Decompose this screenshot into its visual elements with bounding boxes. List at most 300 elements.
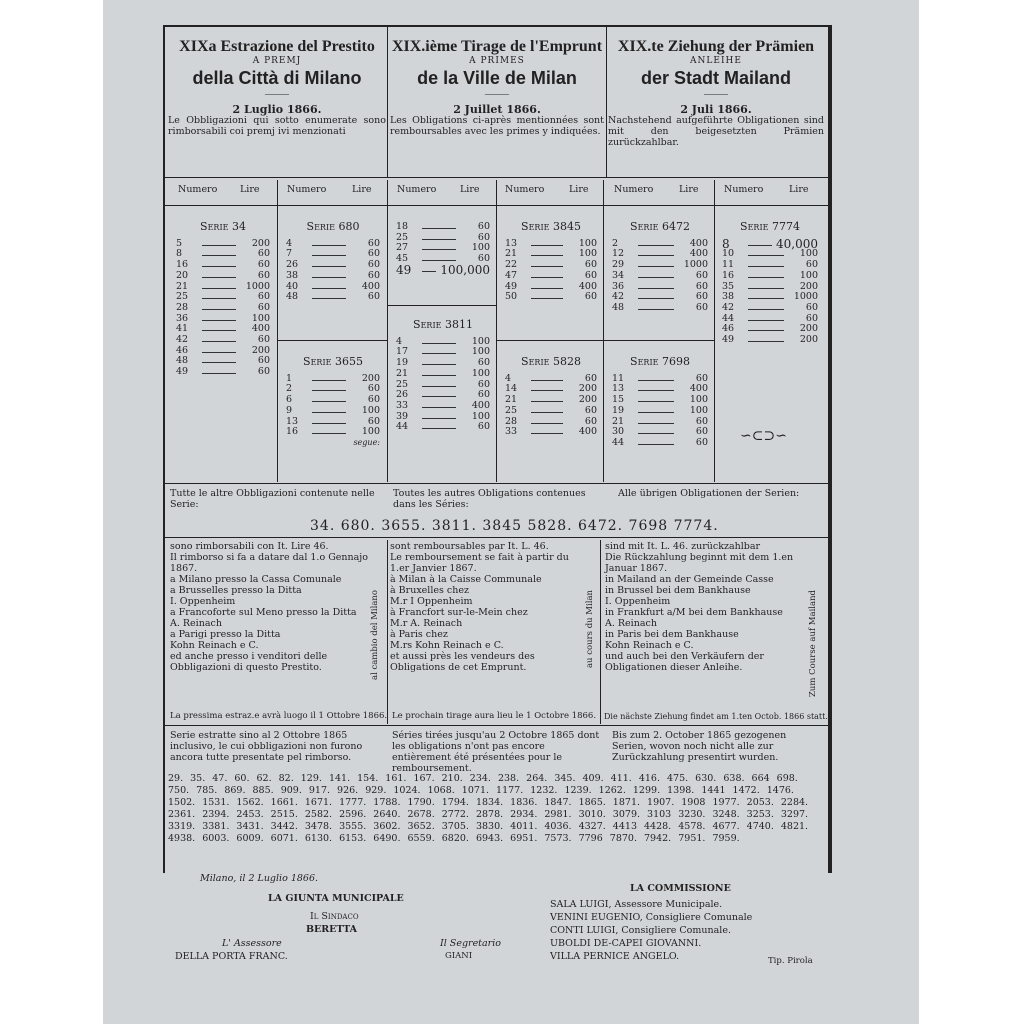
- others-fr: Toutes les autres Obligations contenues dans les Séries:: [393, 488, 586, 510]
- leader-line: [202, 282, 236, 289]
- leader-line: [312, 249, 346, 256]
- obligation-number: 49: [722, 334, 735, 346]
- prize-amount: 60: [257, 334, 270, 346]
- obligation-number: 22: [505, 259, 518, 271]
- leader-line: [422, 222, 456, 229]
- col-head-numero: Numero: [505, 184, 545, 195]
- title-de: XIX.te Ziehung der Prämien: [617, 38, 815, 55]
- leader-line: [422, 380, 456, 387]
- prize-amount: 60: [695, 426, 708, 438]
- obligation-number: 13: [612, 383, 625, 395]
- text-line: a Milano presso la Cassa Comunale: [170, 574, 342, 585]
- obligation-number: 4: [505, 372, 512, 384]
- obligation-number: 16: [722, 269, 735, 281]
- obligation-number: 4: [396, 335, 403, 347]
- series-title: Serie 3811: [413, 318, 473, 331]
- leader-line: [748, 271, 784, 278]
- table-row: [722, 271, 818, 282]
- prize-amount: 100: [471, 367, 490, 379]
- subtitle-it: A PREMJ: [252, 56, 302, 66]
- obligation-number: 27: [396, 242, 409, 254]
- text-line: in Paris bei dem Bankhause: [605, 629, 739, 640]
- text-line: Die Rückzahlung beginnt mit dem 1.en Januar 1867.: [605, 552, 794, 574]
- prize-amount: 200: [361, 372, 380, 384]
- sindaco-title: Il Sindaco: [310, 911, 359, 922]
- prize-amount: 60: [584, 269, 597, 281]
- col-head-numero: Numero: [178, 184, 218, 195]
- col-head-lire: Lire: [352, 184, 372, 195]
- obligation-number: 38: [722, 291, 735, 303]
- table-row: [176, 367, 270, 378]
- text-line: à Milan à la Caisse Communale: [390, 574, 542, 585]
- table-row: [396, 422, 490, 433]
- table-row: [286, 427, 380, 438]
- prize-amount: 60: [367, 415, 380, 427]
- obligation-number: 13: [505, 237, 518, 249]
- prize-amount: 60: [695, 415, 708, 427]
- table-row: [505, 249, 597, 260]
- prize-amount: 60: [584, 404, 597, 416]
- table-row: [612, 260, 708, 271]
- prize-amount: 400: [361, 280, 380, 292]
- table-row: [286, 239, 380, 250]
- table-row: [612, 271, 708, 282]
- reimb-it-body: [170, 552, 375, 673]
- leader-line: [202, 260, 236, 267]
- prize-amount: 60: [695, 291, 708, 303]
- series-title: Serie 3655: [303, 355, 363, 368]
- leader-line: [748, 314, 784, 321]
- sindaco-name: BERETTA: [306, 924, 358, 935]
- obligation-number: 19: [612, 404, 625, 416]
- divider: [278, 340, 387, 341]
- table-row: [722, 335, 818, 346]
- prize-amount: 1000: [683, 259, 708, 271]
- prize-amount: 60: [257, 259, 270, 271]
- city-fr: de la Ville de Milan: [417, 68, 577, 88]
- place-date: Milano, il 2 Luglio 1866.: [200, 873, 319, 884]
- divider: [165, 483, 828, 484]
- leader-line: [312, 395, 346, 402]
- table-row: [176, 239, 270, 250]
- previous-series-numbers: 29. 35. 47. 60. 62. 82. 129. 141. 154. 161. 167. 210. 234. 238. 264. 345. 409. 411. 416. 475. 630. 638. 664 698. 750. 785. 869. 885. 909. 917. 926. 929. 1024. 1068. 1071. 1177. 1232. 1239. 1262. 1299. 1398. 1441 1472. 1476. 1502. 1531. 1562. 1661. 1671. 1777. 1788. 1790. 1794. 1834. 1836. 1847. 1865. 1871. 1907. 1908 1977. 2053. 2284. 2361. 2394. 2453. 2515. 2582. 2596. 2640. 2678. 2772. 2878. 2934. 2981. 3010. 3079. 3103 3230. 3248. 3253. 3297. 3319. 3381. 3431. 3442. 3478. 3555. 3602. 3652. 3705. 3830. 4011. 4036. 4327. 4413 4428. 4578. 4677. 4740. 4821. 4938. 6003. 6009. 6071. 6130. 6153. 6490. 6559. 6820. 6943. 6951. 7573. 7796 7870. 7942. 7951. 7959.: [168, 773, 809, 844]
- obligation-number: 25: [176, 291, 189, 303]
- prize-amount: 400: [471, 399, 490, 411]
- leader-line: [422, 254, 456, 261]
- prize-amount: 200: [799, 334, 818, 346]
- assessore-name: DELLA PORTA FRANC.: [175, 951, 288, 962]
- leader-line: [422, 401, 456, 408]
- leader-line: [312, 406, 346, 413]
- obligation-number: 21: [612, 415, 625, 427]
- table-row: [286, 260, 380, 271]
- table-row: [722, 303, 818, 314]
- ornament-icon: ⸻: [484, 89, 510, 100]
- obligation-number: 48: [286, 291, 299, 303]
- text-line: Il rimborso si fa a datare dal 1.o Gennajo 1867.: [170, 552, 368, 574]
- leader-line: [638, 417, 674, 424]
- prize-amount: 60: [367, 237, 380, 249]
- leader-line: [638, 303, 674, 310]
- prize-amount: 100: [578, 237, 597, 249]
- prize-amount: 1000: [245, 280, 270, 292]
- leader-line: [531, 260, 563, 267]
- intro-de: Nachstehend aufgeführte Obligationen sind mit den beigesetzten Prämien zurückzahlbar.: [608, 115, 824, 148]
- series-title: Serie 6472: [630, 220, 690, 233]
- text-line: A. Reinach: [170, 618, 222, 629]
- city-it: della Città di Milano: [192, 68, 362, 88]
- obligation-number: 7: [286, 248, 293, 260]
- text-line: VILLA PERNICE ANGELO.: [550, 951, 680, 962]
- date-it: 2 Luglio 1866.: [232, 103, 322, 116]
- table-row: [396, 412, 490, 423]
- prize-amount: 100: [251, 312, 270, 324]
- divider: [387, 27, 388, 177]
- series-title: Serie 3845: [521, 220, 581, 233]
- leader-line: [422, 233, 456, 240]
- col-head-lire: Lire: [569, 184, 589, 195]
- obligation-number: 25: [396, 231, 409, 243]
- text-line: Kohn Reinach e C.: [605, 640, 694, 651]
- obligation-number: 46: [176, 344, 189, 356]
- leader-line: [638, 282, 674, 289]
- segretario-name: GIANI: [445, 951, 473, 961]
- obligation-number: 11: [722, 259, 735, 271]
- previous-it: Serie estratte sino al 2 Ottobre 1865 inclusivo, le cui obbligazioni non furono ancora tutte presentate pel rimborso.: [170, 730, 363, 763]
- prize-amount: 100: [361, 404, 380, 416]
- prize-amount: 400: [578, 426, 597, 438]
- prize-amount: 60: [477, 357, 490, 369]
- obligation-number: 28: [176, 301, 189, 313]
- prize-amount: 60: [477, 221, 490, 232]
- leader-line: [748, 324, 784, 331]
- text-line: a Parigi presso la Ditta: [170, 629, 281, 640]
- series-title: Serie 5828: [521, 355, 581, 368]
- obligation-number: 4: [286, 237, 293, 249]
- obligation-number: 9: [286, 404, 293, 416]
- divider: [387, 180, 388, 482]
- leader-line: [638, 395, 674, 402]
- obligation-number: 26: [396, 389, 409, 401]
- text-line: I. Oppenheim: [605, 596, 671, 607]
- leader-line: [422, 337, 456, 344]
- table-row: [176, 249, 270, 260]
- leader-line: [531, 249, 563, 256]
- obligation-number: 50: [505, 291, 518, 303]
- obligation-number: 2: [612, 237, 619, 249]
- obligation-number: 25: [505, 404, 518, 416]
- obligation-number: 15: [612, 394, 625, 406]
- table-row: [505, 395, 597, 406]
- obligation-number: 10: [722, 248, 735, 260]
- prize-amount: 100: [799, 248, 818, 260]
- prize-amount: 60: [257, 355, 270, 367]
- table-row: [286, 282, 380, 293]
- others-de: Alle übrigen Obligationen der Serien:: [618, 488, 800, 499]
- obligation-number: 26: [286, 259, 299, 271]
- table-row: [612, 427, 708, 438]
- series-3811: [396, 318, 490, 433]
- obligation-number: 29: [612, 259, 625, 271]
- prize-amount: 60: [257, 291, 270, 303]
- series-title: Serie 680: [306, 220, 360, 233]
- obligation-number: 39: [396, 410, 409, 422]
- prize-amount: 60: [477, 421, 490, 433]
- text-line: ed anche presso i venditori delle Obbligazioni di questo Prestito.: [170, 651, 328, 673]
- obligation-number: 49: [505, 280, 518, 292]
- table-row: [176, 346, 270, 357]
- series-title: Serie 7774: [740, 220, 800, 233]
- leader-line: [531, 282, 563, 289]
- series-list: 34. 680. 3655. 3811. 3845 5828. 6472. 7698 7774.: [310, 518, 719, 534]
- text-line: in Frankfurt a/M bei dem Bankhause: [605, 607, 783, 618]
- prize-amount: 60: [695, 372, 708, 384]
- obligation-number: 6: [286, 394, 293, 406]
- obligation-number: 36: [612, 280, 625, 292]
- text-line: à Paris chez: [390, 629, 448, 640]
- obligation-number: 44: [612, 436, 625, 448]
- leader-line: [202, 314, 236, 321]
- leader-line: [312, 427, 346, 434]
- obligation-number: 48: [612, 301, 625, 313]
- table-row: [176, 356, 270, 367]
- obligation-number: 21: [505, 394, 518, 406]
- series-7774: [722, 220, 818, 346]
- prize-amount: 100: [578, 248, 597, 260]
- series-3845: [505, 220, 597, 303]
- leader-line: [531, 417, 563, 424]
- prize-amount: 200: [799, 280, 818, 292]
- divider: [496, 180, 497, 482]
- prize-amount: 200: [578, 383, 597, 395]
- prize-amount: 100: [471, 346, 490, 358]
- obligation-number: 46: [722, 323, 735, 335]
- leader-line: [422, 347, 456, 354]
- col-head-lire: Lire: [460, 184, 480, 195]
- date-fr: 2 Juillet 1866.: [453, 103, 541, 116]
- text-line: I. Oppenheim: [170, 596, 236, 607]
- segretario-title: Il Segretario: [440, 938, 501, 949]
- obligation-number: 8: [176, 248, 183, 260]
- prize-amount: 100: [471, 335, 490, 347]
- obligation-number: 49: [176, 366, 189, 378]
- obligation-number: 5: [176, 237, 183, 249]
- obligation-number: 49: [396, 262, 412, 277]
- series-7698: [612, 355, 708, 449]
- table-row: [176, 282, 270, 293]
- leader-line: [638, 249, 674, 256]
- prize-amount: 400: [689, 248, 708, 260]
- text-line: SALA LUIGI, Assessore Municipale.: [550, 899, 723, 910]
- leader-line: [638, 260, 674, 267]
- series-title: Serie 34: [200, 220, 246, 233]
- prize-amount: 60: [695, 301, 708, 313]
- leader-line: [202, 292, 236, 299]
- prize-amount: 60: [367, 269, 380, 281]
- obligation-number: 13: [286, 415, 299, 427]
- prize-amount: 60: [257, 269, 270, 281]
- col-head-numero: Numero: [724, 184, 764, 195]
- prize-amount: 100: [799, 269, 818, 281]
- table-row: [286, 406, 380, 417]
- obligation-number: 36: [176, 312, 189, 324]
- prize-amount: 60: [805, 312, 818, 324]
- prize-amount: 100: [689, 404, 708, 416]
- prize-amount: 60: [367, 394, 380, 406]
- assessore-title: L' Assessore: [222, 938, 282, 949]
- obligation-number: 8: [722, 236, 730, 251]
- table-row: [612, 417, 708, 428]
- prize-amount: 400: [689, 383, 708, 395]
- obligation-number: 42: [612, 291, 625, 303]
- leader-line: [422, 265, 436, 272]
- series-680: [286, 220, 380, 303]
- others-it: Tutte le altre Obbligazioni contenute nelle Serie:: [170, 488, 375, 510]
- prize-amount: 200: [578, 394, 597, 406]
- obligation-number: 41: [176, 323, 189, 335]
- col-head-lire: Lire: [240, 184, 260, 195]
- table-row: [722, 292, 818, 303]
- obligation-number: 45: [396, 253, 409, 265]
- obligation-number: 16: [176, 259, 189, 271]
- col-head-lire: Lire: [789, 184, 809, 195]
- table-row: [176, 292, 270, 303]
- leader-line: [202, 271, 236, 278]
- reimb-fr: [390, 541, 585, 673]
- text-line: in Brussel bei dem Bankhause: [605, 585, 751, 596]
- leader-line: [202, 367, 236, 374]
- table-row: [612, 406, 708, 417]
- leader-line: [748, 260, 784, 267]
- title-it: XIXa Estrazione del Prestito: [179, 38, 375, 55]
- side-note-de: Zum Course auf Mailand: [808, 590, 818, 697]
- prize-amount: 60: [805, 301, 818, 313]
- table-row: [286, 292, 380, 303]
- text-line: Le remboursement se fait à partir du 1.er Janvier 1867.: [390, 552, 569, 574]
- obligation-number: 35: [722, 280, 735, 292]
- leader-line: [202, 324, 236, 331]
- obligation-number: 44: [722, 312, 735, 324]
- prize-amount: 1000: [793, 291, 818, 303]
- leader-line: [748, 249, 784, 256]
- obligation-number: 44: [396, 421, 409, 433]
- prize-amount: 60: [257, 248, 270, 260]
- prize-amount: 60: [367, 291, 380, 303]
- text-line: a Brusselles presso la Ditta: [170, 585, 302, 596]
- obligation-number: 21: [505, 248, 518, 260]
- prize-amount: 60: [367, 383, 380, 395]
- table-row: [176, 260, 270, 271]
- prize-amount: 60: [584, 291, 597, 303]
- leader-line: [748, 292, 784, 299]
- divider: [497, 340, 714, 341]
- obligation-number: 14: [505, 383, 518, 395]
- header-italian: [168, 38, 386, 137]
- table-row: [505, 427, 597, 438]
- table-row: [396, 369, 490, 380]
- prize-amount: 60: [257, 366, 270, 378]
- table-row: [505, 260, 597, 271]
- reimb-it-head: sono rimborsabili con It. Lire 46.: [170, 541, 329, 552]
- divider: [387, 540, 388, 724]
- commissione-title: LA COMMISSIONE: [630, 883, 731, 894]
- leader-line: [312, 239, 346, 246]
- series-5828: [505, 355, 597, 438]
- obligation-number: 2: [286, 383, 293, 395]
- city-de: der Stadt Mailand: [640, 68, 792, 88]
- divider: [165, 725, 828, 726]
- obligation-number: 17: [396, 346, 409, 358]
- prize-amount: 200: [251, 237, 270, 249]
- divider: [606, 27, 607, 177]
- prize-amount: 200: [799, 323, 818, 335]
- prize-amount: 100: [361, 426, 380, 438]
- table-row: [176, 324, 270, 335]
- prize-amount: 100,000: [440, 262, 490, 277]
- prize-amount: 400: [689, 237, 708, 249]
- leader-line: [202, 303, 236, 310]
- table-row: [396, 222, 490, 233]
- divider: [714, 180, 715, 482]
- text-line: in Mailand an der Gemeinde Casse: [605, 574, 774, 585]
- table-row: [396, 262, 490, 277]
- leader-line: [638, 292, 674, 299]
- leader-line: [202, 335, 236, 342]
- reimb-de-head: sind mit It. L. 46. zurückzahlbar: [605, 541, 761, 552]
- col-head-lire: Lire: [679, 184, 699, 195]
- prize-amount: 60: [477, 253, 490, 265]
- table-row: [505, 271, 597, 282]
- prize-amount: 60: [695, 269, 708, 281]
- subtitle-de: ANLEIHE: [690, 56, 742, 66]
- leader-line: [531, 239, 563, 246]
- table-row: [612, 282, 708, 293]
- leader-line: [202, 346, 236, 353]
- col-head-numero: Numero: [614, 184, 654, 195]
- obligation-number: 33: [396, 399, 409, 411]
- text-line: à Francfort sur-le-Mein chez: [390, 607, 528, 618]
- divider: [603, 180, 604, 482]
- text-line: M.rs Kohn Reinach e C.: [390, 640, 504, 651]
- leader-line: [638, 384, 674, 391]
- leader-line: [748, 303, 784, 310]
- table-row: [505, 406, 597, 417]
- prize-amount: 60: [584, 259, 597, 271]
- leader-line: [748, 335, 784, 342]
- obligation-number: 28: [505, 415, 518, 427]
- intro-fr: Les Obligations ci-après mentionnées sont remboursables avec les primes y indiquées.: [390, 115, 604, 137]
- text-line: M.r I Oppenheim: [390, 596, 473, 607]
- divider: [388, 305, 496, 306]
- obligation-number: 21: [176, 280, 189, 292]
- reimb-de: [605, 541, 795, 673]
- obligation-number: 20: [176, 269, 189, 281]
- table-row: [396, 380, 490, 391]
- leader-line: [531, 271, 563, 278]
- next-draw-fr: Le prochain tirage aura lieu le 1 Octobre 1866.: [392, 711, 597, 721]
- obligation-number: 34: [612, 269, 625, 281]
- obligation-number: 42: [176, 334, 189, 346]
- obligation-number: 42: [722, 301, 735, 313]
- text-line: UBOLDI DE-CAPEI GIOVANNI.: [550, 938, 702, 949]
- intro-it: Le Obbligazioni qui sotto enumerate sono rimborsabili coi premj ivi menzionati: [168, 115, 386, 137]
- prize-amount: 200: [251, 344, 270, 356]
- date-de: 2 Juli 1866.: [680, 103, 752, 116]
- ornament-icon: ⸻: [264, 89, 290, 100]
- obligation-number: 38: [286, 269, 299, 281]
- col-head-numero: Numero: [397, 184, 437, 195]
- text-line: et aussi près les vendeurs des Obligations de cet Emprunt.: [390, 651, 535, 673]
